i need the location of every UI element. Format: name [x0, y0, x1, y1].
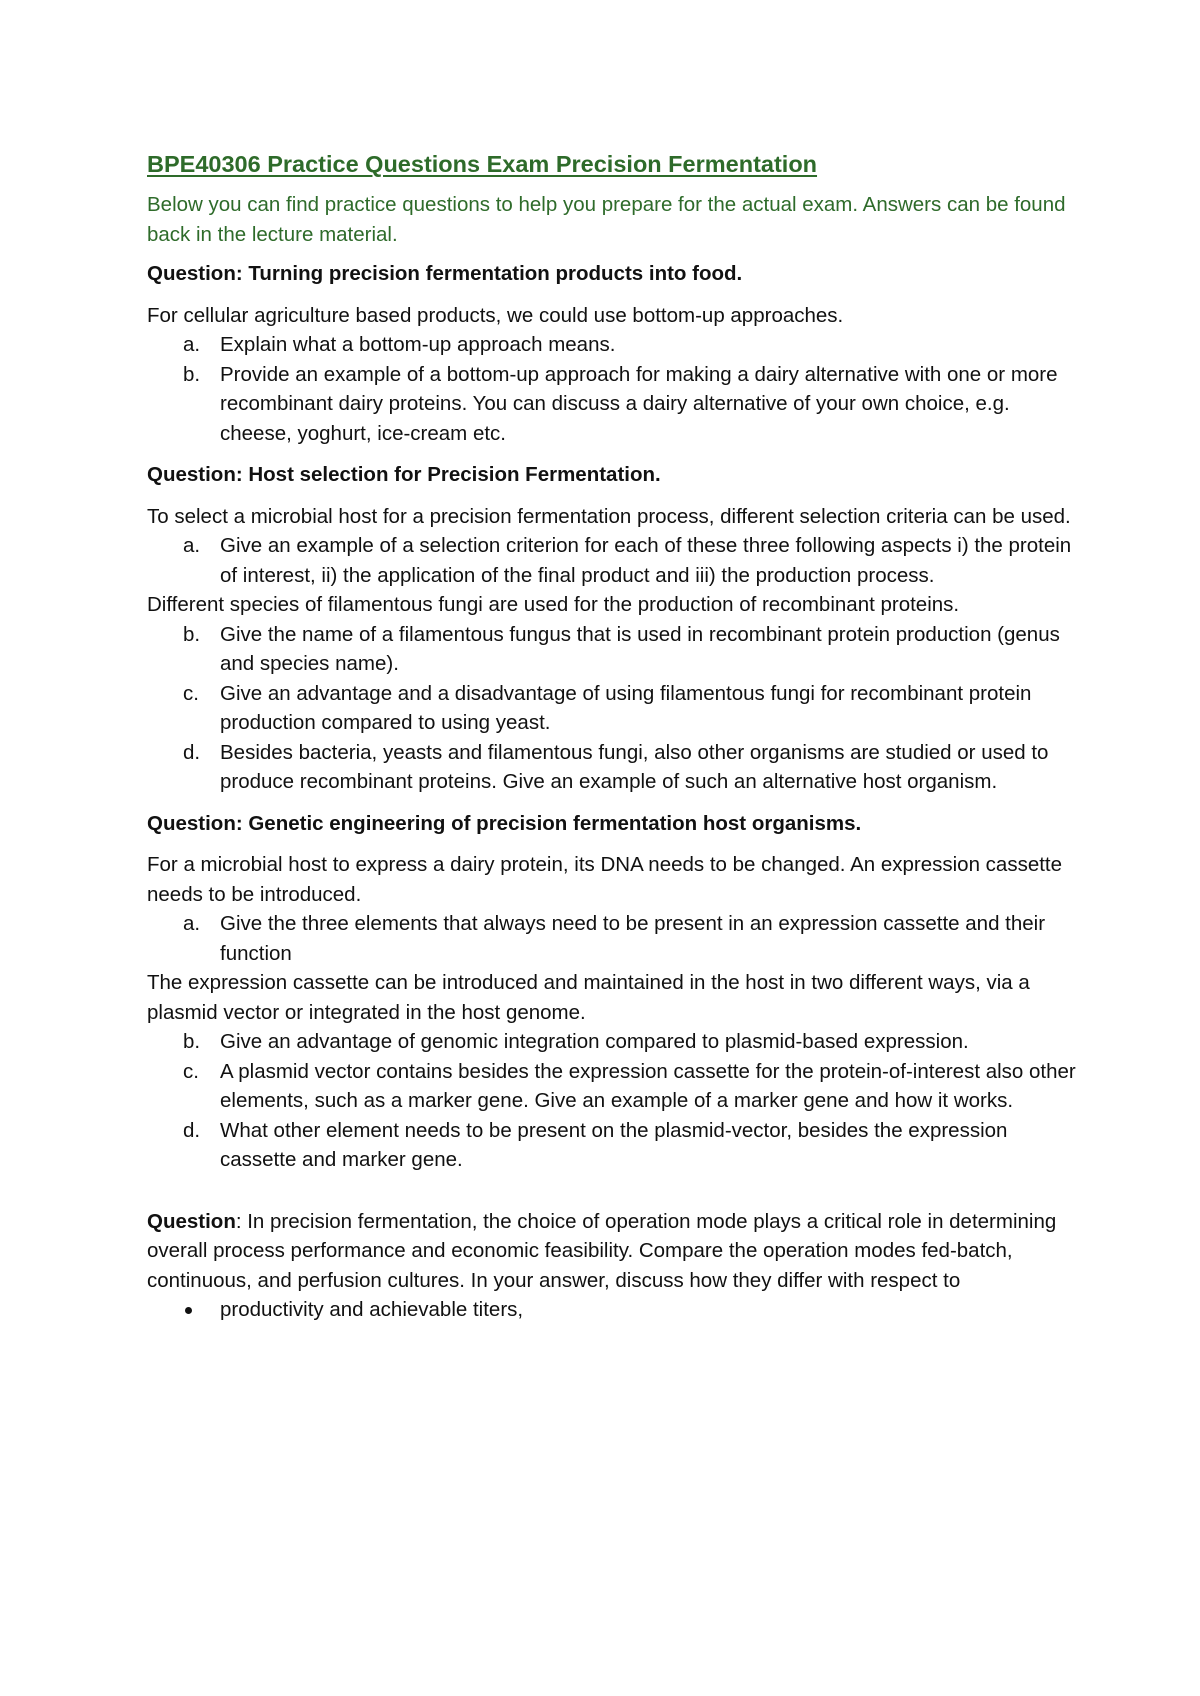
question-4-body: : In precision fermentation, the choice of operation mode plays a critical role in determining overall process performance and economic feasibility. Compare the operation modes fed-batch, continuous, and perfusion cultures. In your answer, discuss how they differ with respect to	[147, 1209, 1057, 1292]
list-item-text: Explain what a bottom-up approach means.	[220, 333, 616, 356]
question-2-subquestions-a	[147, 531, 1077, 590]
list-item-text: Give an example of a selection criterion for each of these three following aspects i) the protein of interest, ii) the application of the final product and iii) the production process.	[220, 534, 1072, 587]
document-page	[147, 146, 1077, 1325]
list-item-text: Give the name of a filamentous fungus that is used in recombinant protein production (genus and species name).	[220, 622, 1060, 675]
intro-text: Below you can find practice questions to help you prepare for the actual exam. Answers can be found back in the lecture material.	[147, 193, 1066, 246]
list-item	[147, 909, 1077, 968]
question-1-lead: For cellular agriculture based products, we could use bottom-up approaches.	[147, 303, 844, 327]
list-marker: a.	[183, 534, 201, 557]
list-item	[147, 679, 1077, 738]
list-item-text: What other element needs to be present on the plasmid-vector, besides the expression cassette and marker gene.	[220, 1118, 1008, 1171]
list-item	[147, 360, 1077, 449]
list-item-text: Provide an example of a bottom-up approach for making a dairy alternative with one or more recombinant dairy proteins. You can discuss a dairy alternative of your own choice, e.g. cheese, yoghurt, ice-cream etc.	[220, 362, 1058, 445]
list-marker: a.	[183, 333, 201, 356]
list-item	[147, 620, 1077, 679]
list-item-text: productivity and achievable titers,	[220, 1298, 524, 1321]
question-2-lead: To select a microbial host for a precision fermentation process, different selection criteria can be used.	[147, 504, 1071, 528]
question-1-subquestions	[147, 330, 1077, 448]
question-3-subquestions-b	[147, 1027, 1077, 1175]
list-item	[147, 1027, 1077, 1057]
list-item-text: Give an advantage and a disadvantage of using filamentous fungi for recombinant protein production compared to using yeast.	[220, 681, 1032, 734]
question-1-heading: Question: Turning precision fermentation products into food.	[147, 262, 743, 285]
question-4-label: Question	[147, 1209, 236, 1233]
question-3-mid: The expression cassette can be introduced and maintained in the host in two different ways, via a plasmid vector or integrated in the host genome.	[147, 971, 1030, 1024]
list-marker: b.	[183, 622, 201, 646]
list-marker: b.	[183, 1030, 201, 1053]
question-2-heading: Question: Host selection for Precision Fermentation.	[147, 463, 661, 486]
list-item	[147, 531, 1077, 590]
list-item-text: Give the three elements that always need to be present in an expression cassette and their function	[220, 912, 1046, 965]
list-item-text: Besides bacteria, yeasts and filamentous fungi, also other organisms are studied or used to produce recombinant proteins. Give an example of such an alternative host organism.	[220, 740, 1049, 793]
question-3-heading: Question: Genetic engineering of precision fermentation host organisms.	[147, 811, 862, 835]
question-3-subquestions-a	[147, 909, 1077, 968]
list-marker: d.	[183, 1118, 201, 1142]
question-4-bullets	[147, 1295, 1077, 1325]
list-item	[147, 1295, 1077, 1325]
list-item-text: Give an advantage of genomic integration compared to plasmid-based expression.	[220, 1030, 969, 1053]
list-item	[147, 1057, 1077, 1116]
list-marker: a.	[183, 912, 201, 935]
question-3-lead: For a microbial host to express a dairy protein, its DNA needs to be changed. An expression cassette needs to be introduced.	[147, 853, 1063, 906]
list-marker: d.	[183, 740, 201, 764]
question-4-text	[147, 1207, 1077, 1296]
list-item-text: A plasmid vector contains besides the expression cassette for the protein-of-interest also other elements, such as a marker gene. Give an example of a marker gene and how it works.	[220, 1059, 1076, 1112]
list-item	[147, 738, 1077, 797]
bullet-icon	[185, 1307, 192, 1314]
list-marker: c.	[183, 681, 199, 705]
list-marker: c.	[183, 1059, 199, 1083]
question-2-subquestions-b	[147, 620, 1077, 797]
list-marker: b.	[183, 362, 201, 386]
list-item	[147, 1116, 1077, 1175]
question-2-mid: Different species of filamentous fungi are used for the production of recombinant proteins.	[147, 593, 960, 616]
list-item	[147, 330, 1077, 360]
document-title: BPE40306 Practice Questions Exam Precision Fermentation	[147, 151, 818, 177]
